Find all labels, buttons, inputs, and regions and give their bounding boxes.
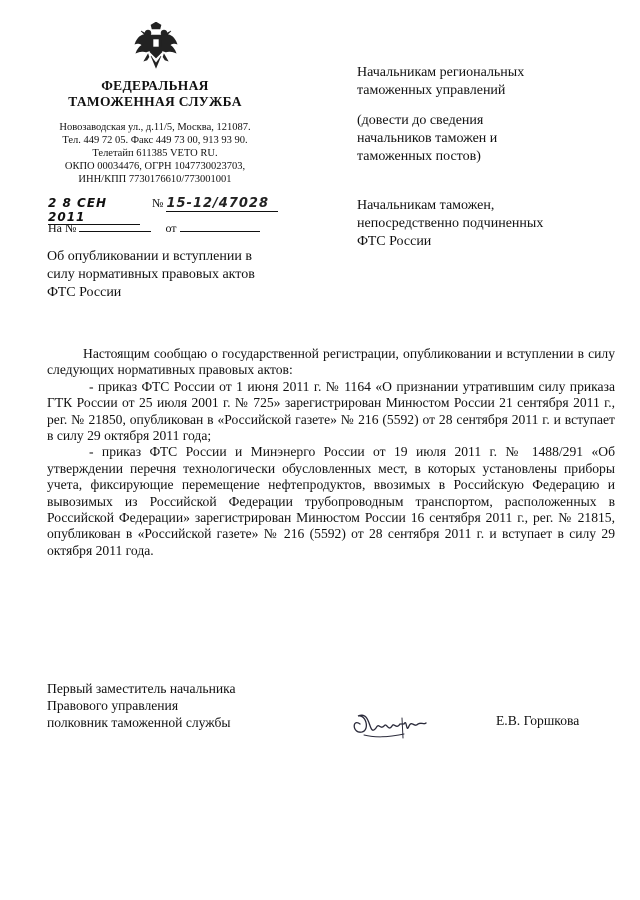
registration-date: 2 8 СЕН 2011 [48, 196, 140, 225]
addressee-note-line2: начальников таможен и [357, 131, 498, 146]
from-label: от [165, 221, 177, 235]
body-item-2: - приказ ФТС России и Минэнерго России от 19 июля 2011 г. № 1488/291 «Об утверждении перечня технологически обусловленных мест, в которых установлены приборы учета, фиксирующие перемещение нефтепродуктов, ввозимых в Российскую Федерацию и вывозимых из Российской Федерации трубопроводным транспортом, расположенных в Российской Федерации» зарегистрирован Минюстом России 16 сентября 2011 г., рег. № 21815, опубликован в «Российской газете» № 216 (5592) от 28 сентября 2011 г. и вступает в силу 29 октября 2011 года. [47, 444, 615, 558]
subject-line2: силу нормативных правовых актов [47, 267, 255, 282]
org-name-line2: ТАМОЖЕННАЯ СЛУЖБА [68, 94, 242, 109]
from-date-blank [180, 220, 260, 232]
letter-subject [47, 248, 287, 302]
addressee-note-line1: (довести до сведения [357, 113, 484, 128]
body-intro: Настоящим сообщаю о государственной регистрации, опубликовании и вступлении в силу следующих нормативных правовых актов: [47, 346, 615, 378]
body-item-1: - приказ ФТС России от 1 июня 2011 г. № 1164 «О признании утратившим силу приказа ГТК России от 25 июля 2001 г. № 725» зарегистрирован Минюстом России 21 сентября 2011 г., рег. № 21850, опубликован в «Российской газете» № 216 (5592) от 28 сентября 2011 г. и вступает в силу 29 октября 2011 года; [47, 378, 615, 444]
position-line2: Правового управления [47, 698, 179, 713]
position-line1: Первый заместитель начальника [47, 681, 236, 696]
subject-line3: ФТС России [47, 285, 122, 300]
signatory-name: Е.В. Горшкова [496, 713, 580, 728]
number-label: № [152, 196, 164, 210]
org-inn: ИНН/КПП 7730176610/773001001 [78, 174, 232, 185]
reference-field [48, 220, 260, 236]
number-field [152, 196, 278, 212]
letter-body [47, 346, 615, 559]
handwritten-signature-icon [346, 704, 428, 744]
addressee-regional-line1: Начальникам региональных [357, 65, 525, 80]
addressee-customs-line2: непосредственно подчиненных [357, 216, 544, 231]
subject-line1: Об опубликовании и вступлении в [47, 249, 252, 264]
org-address: Новозаводская ул., д.11/5, Москва, 121087. [59, 122, 251, 133]
signatory-position [47, 680, 347, 731]
addressee-note-line3: таможенных постов) [357, 149, 481, 164]
org-teletype: Телетайп 611385 VETO RU. [92, 148, 218, 159]
addressee-customs-line3: ФТС России [357, 234, 432, 249]
emblem-icon [133, 22, 179, 72]
org-name-line1: ФЕДЕРАЛЬНАЯ [101, 78, 209, 93]
ref-label: На № [48, 221, 77, 235]
addressee-regional-line2: таможенных управлений [357, 83, 506, 98]
addressee-customs-line1: Начальникам таможен, [357, 198, 495, 213]
position-line3: полковник таможенной службы [47, 715, 231, 730]
org-phone: Тел. 449 72 05. Факс 449 73 00, 913 93 90. [62, 135, 248, 146]
org-okpo: ОКПО 00034476, ОГРН 1047730023703, [64, 161, 246, 172]
registration-number: 15-12/47028 [166, 196, 278, 212]
ref-number-blank [79, 220, 151, 232]
